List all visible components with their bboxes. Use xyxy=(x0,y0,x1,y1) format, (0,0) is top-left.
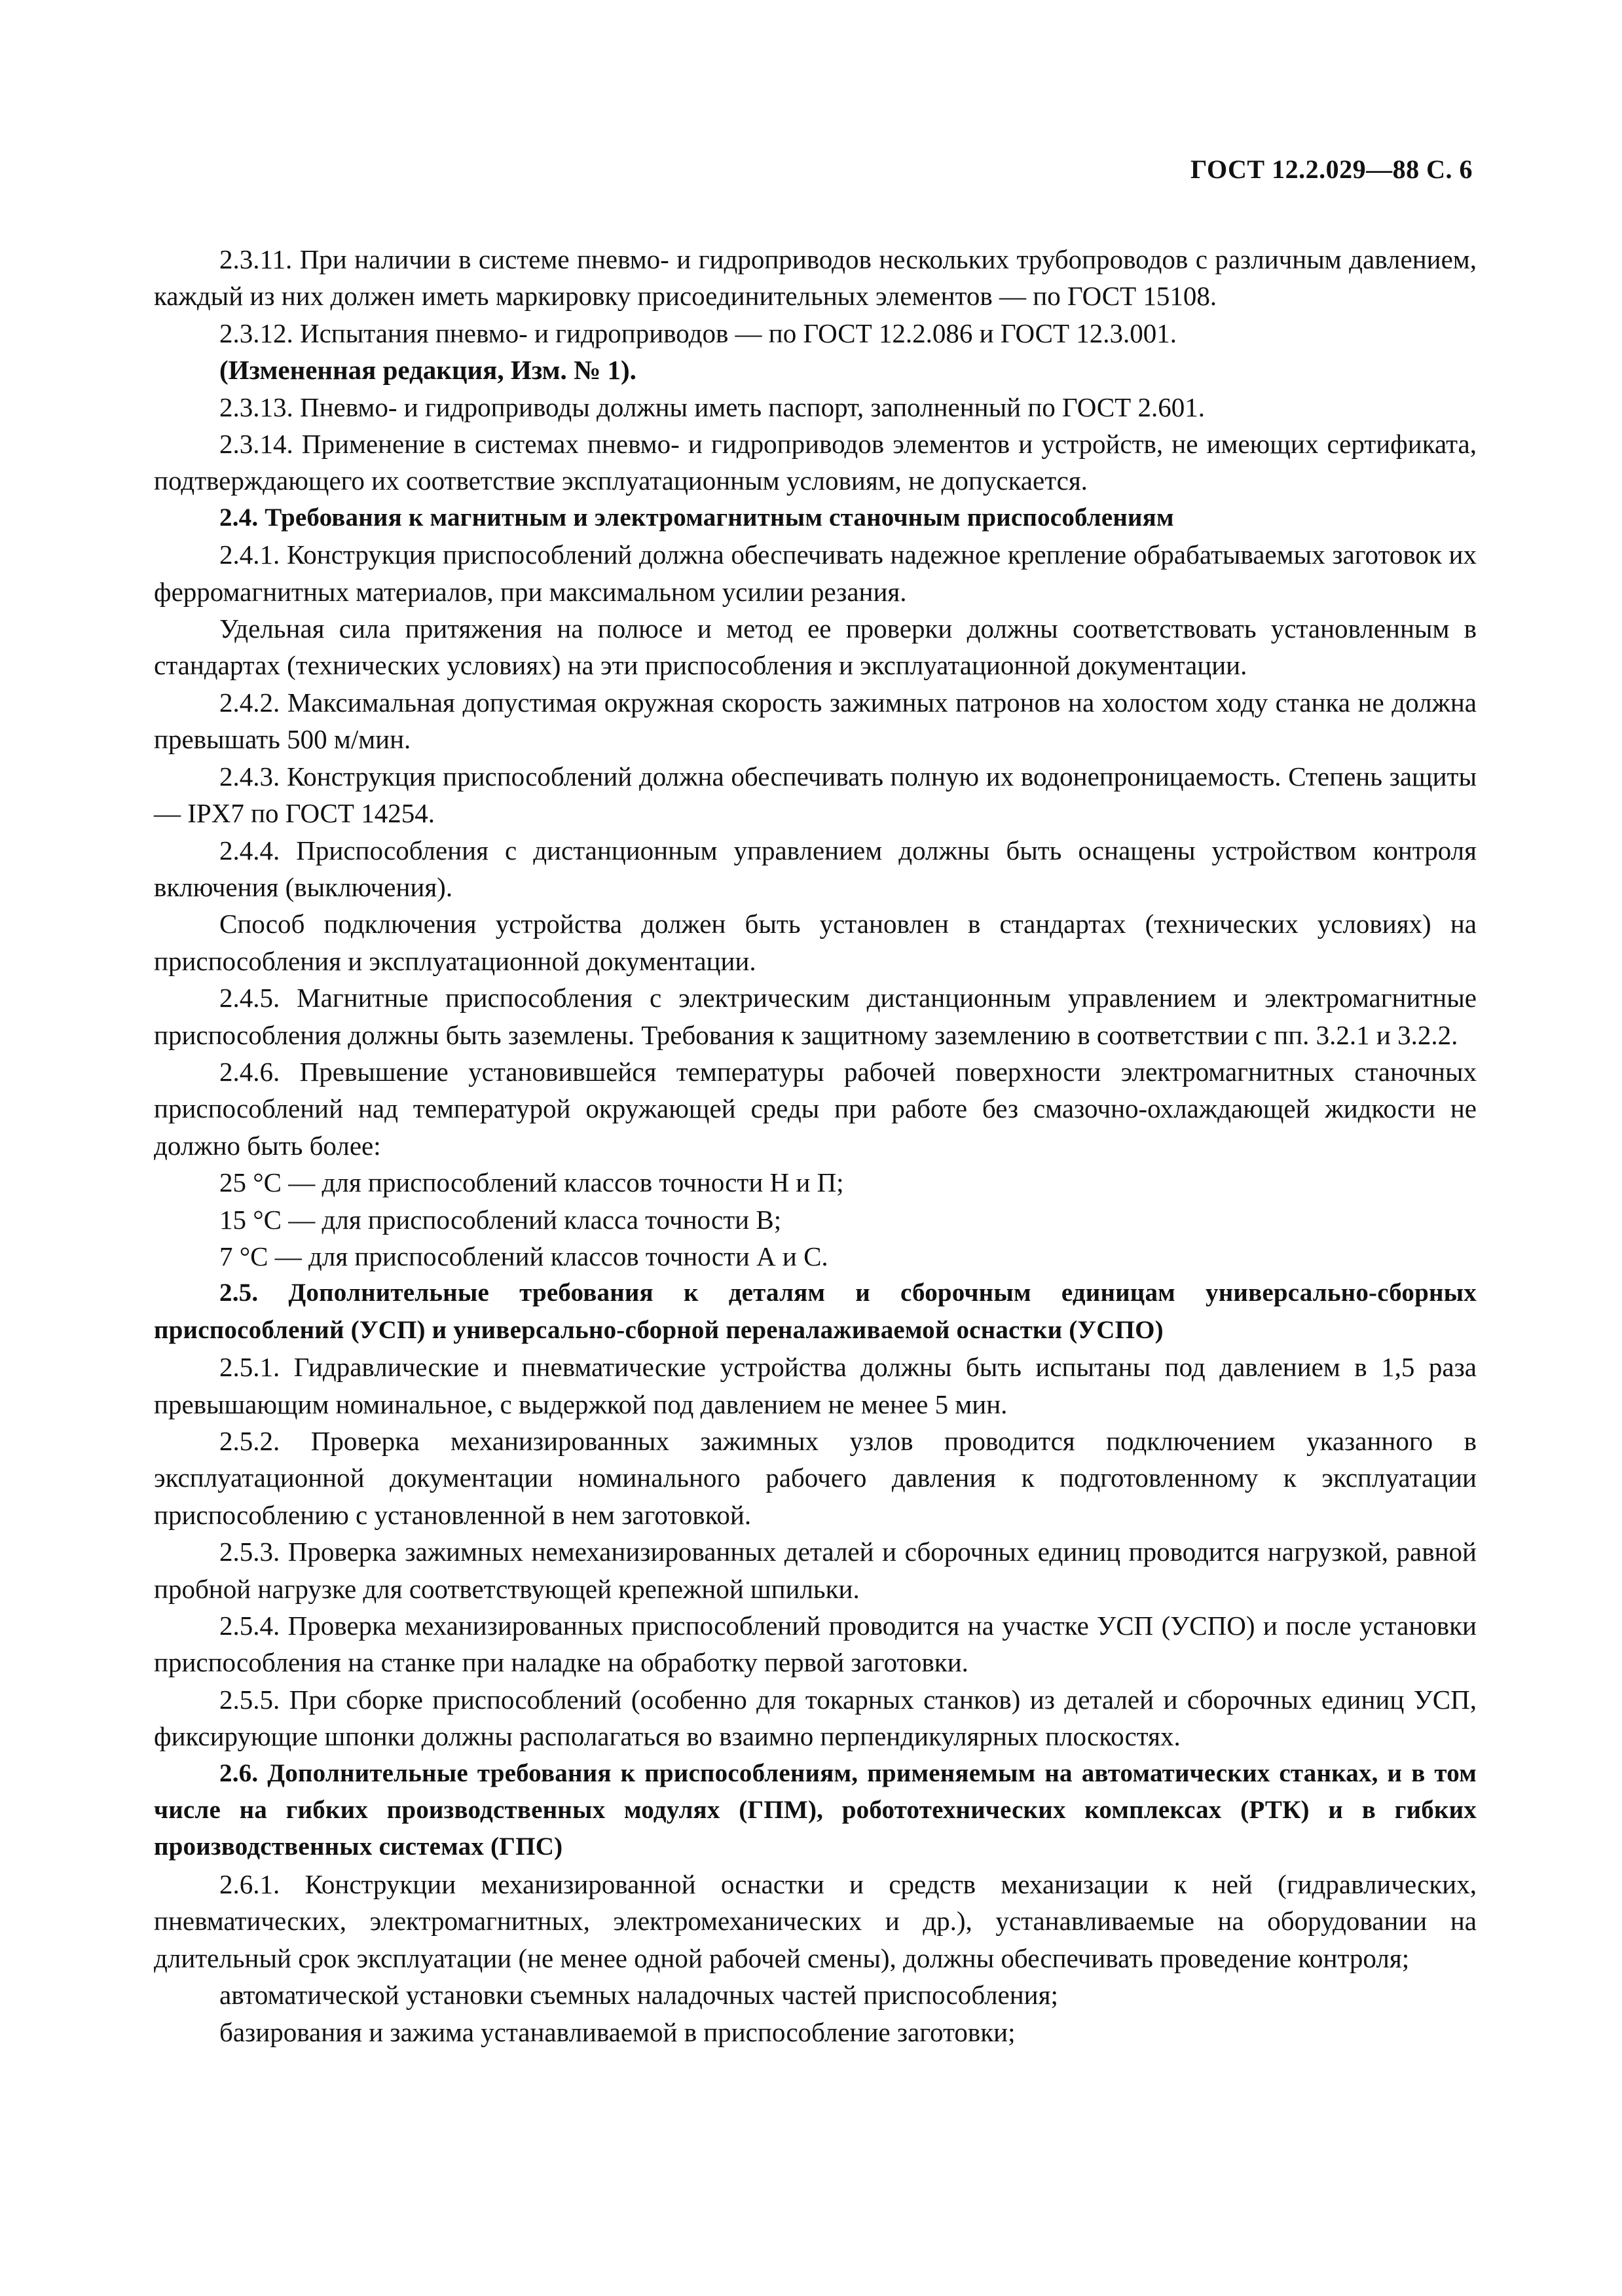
paragraph-2-4-1-cont: Удельная сила притяжения на полюсе и метод ее проверки должны соответствовать установленным в стандартах (технических условиях) на эти приспособления и эксплуатационной документации. xyxy=(154,613,1477,681)
paragraph-2-3-13: 2.3.13. Пневмо- и гидроприводы должны иметь паспорт, заполненный по ГОСТ 2.601. xyxy=(219,392,1205,422)
paragraph-2-5-3: 2.5.3. Проверка зажимных немеханизированных деталей и сборочных единиц проводится нагрузкой, равной пробной нагрузке для соответствующей крепежной шпильки. xyxy=(154,1537,1477,1604)
paragraph-2-6-1: 2.6.1. Конструкции механизированной оснастки и средств механизации к ней (гидравлических, пневматических, электромагнитных, электромеханических и др.), устанавливаемые на оборудовании на длительный срок эксплуатации (не менее одной рабочей смены), должны обеспечивать проведение контроля; xyxy=(154,1868,1477,1973)
paragraph-2-5-5: 2.5.5. При сборке приспособлений (особенно для токарных станков) из деталей и сборочных единиц УСП, фиксирующие шпонки должны располагаться во взаимно перпендикулярных плоскостях. xyxy=(154,1684,1477,1752)
running-title: ГОСТ 12.2.029—88 С. 6 xyxy=(1190,155,1473,184)
paragraph-2-5-2: 2.5.2. Проверка механизированных зажимных узлов проводится подключением указанного в эксплуатационной документации номинального рабочего давления к подготовленному к эксплуатации приспособлению с установленной в нем заготовкой. xyxy=(154,1426,1477,1530)
paragraph-2-4-3: 2.4.3. Конструкция приспособлений должна обеспечивать полную их водонепроницаемость. Степень защиты — IPX7 по ГОСТ 14254. xyxy=(154,761,1477,829)
paragraph-2-4-5: 2.4.5. Магнитные приспособления с электрическим дистанционным управлением и электромагнитные приспособления должны быть заземлены. Требования к защитному заземлению в соответствии с пп. 3.2.1 и 3.2.2. xyxy=(154,983,1477,1050)
temperature-limit-item: 7 °С — для приспособлений классов точности А и С. xyxy=(219,1241,828,1271)
section-heading-2-5: 2.5. Дополнительные требования к деталям и сборочным единицам универсально-сборных приспособлений (УСП) и универсально-сборной переналаживаемой оснастки (УСПО) xyxy=(154,1279,1477,1344)
paragraph-2-4-2: 2.4.2. Максимальная допустимая окружная скорость зажимных патронов на холостом ходу станка не должна превышать 500 м/мин. xyxy=(154,687,1477,755)
paragraph-2-3-14: 2.3.14. Применение в системах пневмо- и гидроприводов элементов и устройств, не имеющих сертификата, подтверждающего их соответствие эксплуатационным условиям, не допускается. xyxy=(154,429,1477,496)
temperature-limit-item: 15 °С — для приспособлений класса точности В; xyxy=(219,1204,782,1235)
temperature-limit-item: 25 °С — для приспособлений классов точности Н и П; xyxy=(219,1167,844,1198)
paragraph-2-5-1: 2.5.1. Гидравлические и пневматические устройства должны быть испытаны под давлением в 1,5 раза превышающим номинальное, с выдержкой под давлением не менее 5 мин. xyxy=(154,1352,1477,1419)
paragraph-2-4-6: 2.4.6. Превышение установившейся температуры рабочей поверхности электромагнитных станочных приспособлений над температурой окружающей среды при работе без смазочно-охлаждающей жидкости не должно быть более: xyxy=(154,1056,1477,1161)
paragraph-2-3-11: 2.3.11. При наличии в системе пневмо- и гидроприводов нескольких трубопроводов с различным давлением, каждый из них должен иметь маркировку присоединительных элементов — по ГОСТ 15108. xyxy=(154,244,1477,312)
paragraph-2-3-12: 2.3.12. Испытания пневмо- и гидроприводов — по ГОСТ 12.2.086 и ГОСТ 12.3.001. xyxy=(219,318,1177,348)
paragraph-2-4-4-cont: Способ подключения устройства должен быть установлен в стандартах (технических условиях) на приспособления и эксплуатационной документации. xyxy=(154,909,1477,976)
control-item: базирования и зажима устанавливаемой в приспособление заготовки; xyxy=(219,2016,1016,2047)
paragraph-2-4-1: 2.4.1. Конструкция приспособлений должна обеспечивать надежное крепление обрабатываемых заготовок их ферромагнитных материалов, при максимальном усилии резания. xyxy=(154,539,1477,607)
section-heading-2-4: 2.4. Требования к магнитным и электромагнитным станочным приспособлениям xyxy=(219,503,1174,532)
section-heading-2-6: 2.6. Дополнительные требования к приспособлениям, применяемым на автоматических станках, и в том числе на гибких производственных модулях (ГПМ), робототехнических комплексах (РТК) и в гибких производственных системах (ГПС) xyxy=(154,1758,1477,1861)
paragraph-2-5-4: 2.5.4. Проверка механизированных приспособлений проводится на участке УСП (УСПО) и после установки приспособления на станке при наладке на обработку первой заготовки. xyxy=(154,1611,1477,1678)
paragraph-2-4-4: 2.4.4. Приспособления с дистанционным управлением должны быть оснащены устройством контроля включения (выключения). xyxy=(154,835,1477,902)
document-body xyxy=(154,241,1477,2050)
control-item: автоматической установки съемных наладочных частей приспособления; xyxy=(219,1980,1058,2011)
amendment-note: (Измененная редакция, Изм. № 1). xyxy=(219,355,636,386)
